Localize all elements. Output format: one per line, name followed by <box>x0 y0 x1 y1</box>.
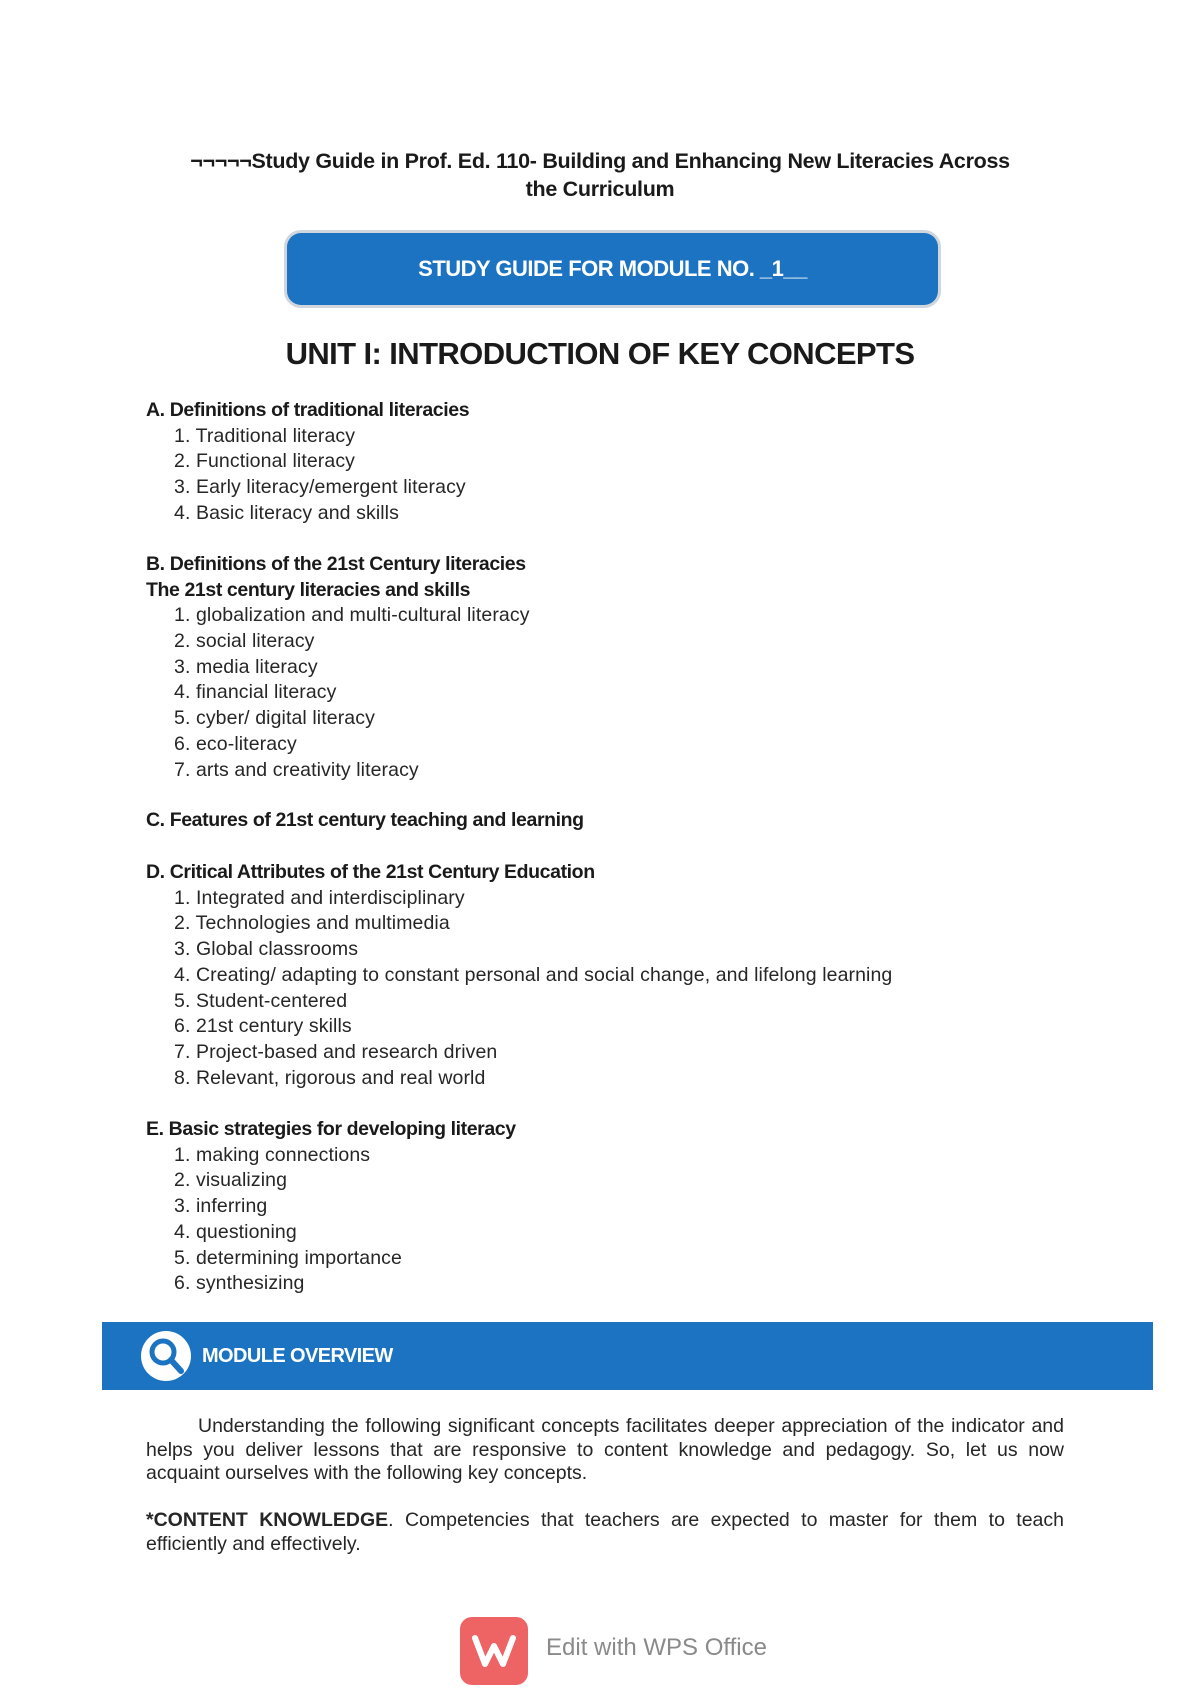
section-list <box>146 603 1086 784</box>
list-item: 2. visualizing <box>174 1169 288 1192</box>
wps-edit-label[interactable]: Edit with WPS Office <box>546 1634 767 1661</box>
list-item: 1. Traditional literacy <box>174 424 356 447</box>
section-subheading: The 21st century literacies and skills <box>146 578 471 601</box>
list-item: 5. Student-centered <box>174 989 348 1012</box>
section-c <box>146 808 1086 834</box>
section-list <box>146 886 1086 1092</box>
wps-w-icon <box>472 1633 516 1669</box>
list-item: 5. determining importance <box>174 1246 402 1269</box>
list-item: 2. social literacy <box>174 629 315 652</box>
header-title-line2: the Curriculum <box>525 177 675 201</box>
list-item: 4. Creating/ adapting to constant personal and social change, and lifelong learning <box>174 963 893 986</box>
section-heading: A. Definitions of traditional literacies <box>146 399 470 421</box>
list-item: 1. globalization and multi-cultural literacy <box>174 604 530 626</box>
content-knowledge-text <box>146 1509 1064 1556</box>
list-item: 6. 21st century skills <box>174 1015 352 1038</box>
list-item: 1. making connections <box>174 1143 371 1166</box>
section-list <box>146 1143 1086 1298</box>
list-item: 8. Relevant, rigorous and real world <box>174 1067 486 1090</box>
list-item: 7. arts and creativity literacy <box>174 758 419 781</box>
list-item: 2. Functional literacy <box>174 450 356 473</box>
unit-title: UNIT I: INTRODUCTION OF KEY CONCEPTS <box>285 336 915 371</box>
wps-logo-icon[interactable] <box>460 1617 528 1685</box>
list-item: 6. synthesizing <box>174 1272 305 1295</box>
section-b <box>146 552 1086 784</box>
header-title-line1: ¬¬¬¬¬Study Guide in Prof. Ed. 110- Building and Enhancing New Literacies Across <box>190 149 1010 173</box>
module-number-banner <box>287 233 938 305</box>
document-header <box>140 147 1060 203</box>
content-knowledge-definition: . Competencies that teachers are expected to master for them to teach efficiently and effectively. <box>146 1509 1065 1555</box>
section-e <box>146 1117 1086 1297</box>
section-heading: E. Basic strategies for developing literacy <box>146 1118 516 1140</box>
list-item: 4. Basic literacy and skills <box>174 501 399 524</box>
section-d <box>146 860 1086 1092</box>
section-list <box>146 424 1086 527</box>
section-a <box>146 398 1086 527</box>
section-heading: C. Features of 21st century teaching and learning <box>146 809 584 831</box>
list-item: 3. inferring <box>174 1195 268 1218</box>
content-knowledge-paragraph <box>146 1509 1064 1556</box>
list-item: 1. Integrated and interdisciplinary <box>174 886 465 909</box>
list-item: 4. questioning <box>174 1220 297 1243</box>
list-item: 5. cyber/ digital literacy <box>174 707 375 730</box>
list-item: 3. media literacy <box>174 655 318 678</box>
overview-paragraph <box>146 1415 1064 1486</box>
content-knowledge-term: *CONTENT KNOWLEDGE <box>146 1509 389 1531</box>
list-item: 4. financial literacy <box>174 681 337 704</box>
overview-text: Understanding the following significant concepts facilitates deeper appreciation of the indicator and helps you deliver lessons that are responsive to content knowledge and pedagogy. So, let us now acquaint ourselves with the following key concepts. <box>146 1415 1064 1484</box>
module-overview-bar <box>102 1322 1153 1390</box>
section-heading: B. Definitions of the 21st Century literacies <box>146 553 526 575</box>
list-item: 2. Technologies and multimedia <box>174 912 450 935</box>
list-item: 3. Early literacy/emergent literacy <box>174 476 466 499</box>
module-overview-label: MODULE OVERVIEW <box>202 1344 393 1367</box>
module-number-label: STUDY GUIDE FOR MODULE NO. _1__ <box>418 256 807 281</box>
section-heading: D. Critical Attributes of the 21st Century Education <box>146 861 595 883</box>
list-item: 7. Project-based and research driven <box>174 1041 498 1064</box>
magnifier-icon <box>140 1330 192 1382</box>
list-item: 3. Global classrooms <box>174 938 359 961</box>
list-item: 6. eco-literacy <box>174 732 297 755</box>
